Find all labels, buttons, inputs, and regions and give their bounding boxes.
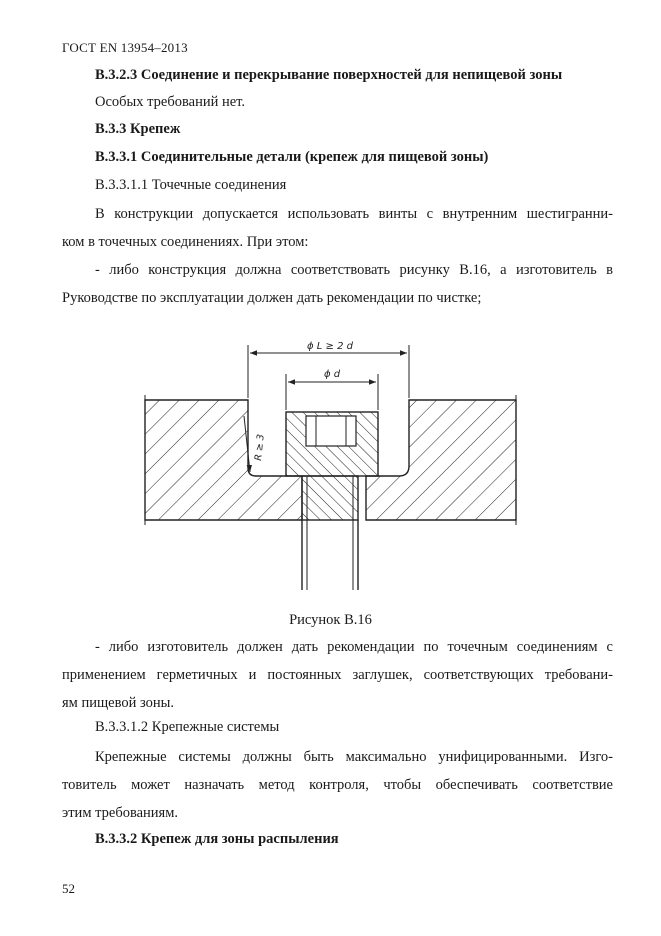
dimension-inner-diameter xyxy=(286,369,378,410)
fastening-paragraph xyxy=(62,743,613,827)
radius-label: R ≥ 3 xyxy=(253,433,267,462)
bullet-1-line-1: - либо конструкция должна соответствовать рисунку В.16, а изготовитель в xyxy=(95,262,613,278)
bullet-2-line-1: - либо изготовитель должен дать рекомендации по точечным соединениям с xyxy=(95,639,613,655)
fastening-line-3: этим требованиям. xyxy=(62,805,179,821)
figure-b16-drawing xyxy=(140,340,522,602)
dim-outer-label: ϕ L ≥ 2 d xyxy=(307,341,353,352)
fastening-line-2: товитель может назначать метод контроля, чтобы обеспечивать соответствие xyxy=(62,777,613,793)
heading-b3-3: В.3.3 Крепеж xyxy=(95,121,181,137)
bullet-1-line-2: Руководстве по эксплуатации должен дать рекомендации по чистке; xyxy=(62,290,482,306)
heading-b3-3-1-2: В.3.3.1.2 Крепежные системы xyxy=(95,719,280,735)
construction-line-1: В конструкции допускается использовать винты с внутренним шестигранни- xyxy=(95,206,613,222)
page-number: 52 xyxy=(62,881,75,896)
bullet-2-paragraph xyxy=(62,633,613,717)
dim-inner-label: ϕ d xyxy=(323,369,341,380)
heading-b3-2-3: В.3.2.3 Соединение и перекрывание поверхностей для непищевой зоны xyxy=(95,67,563,83)
screw-shank xyxy=(302,476,358,590)
plate-right-section xyxy=(366,400,516,520)
bullet-2-line-2: применением герметичных и постоянных заглушек, соответствующих требовани- xyxy=(62,667,613,683)
heading-b3-3-1: В.3.3.1 Соединительные детали (крепеж для пищевой зоны) xyxy=(95,149,489,165)
bullet-1-paragraph xyxy=(62,256,613,312)
bullet-2-line-3: ям пищевой зоны. xyxy=(62,695,174,711)
no-requirements-text: Особых требований нет. xyxy=(95,94,246,110)
construction-paragraph xyxy=(62,200,613,256)
screw-head xyxy=(286,412,378,476)
heading-b3-3-2: В.3.3.2 Крепеж для зоны распыления xyxy=(95,831,339,847)
figure-caption: Рисунок В.16 xyxy=(289,612,372,628)
fastening-line-1: Крепежные системы должны быть максимально унифицированными. Изго- xyxy=(95,749,613,765)
heading-b3-3-1-1: В.3.3.1.1 Точечные соединения xyxy=(95,177,287,193)
construction-line-2: ком в точечных соединениях. При этом: xyxy=(62,234,309,250)
plate-left-section xyxy=(145,400,302,520)
document-header: ГОСТ EN 13954–2013 xyxy=(62,40,188,55)
